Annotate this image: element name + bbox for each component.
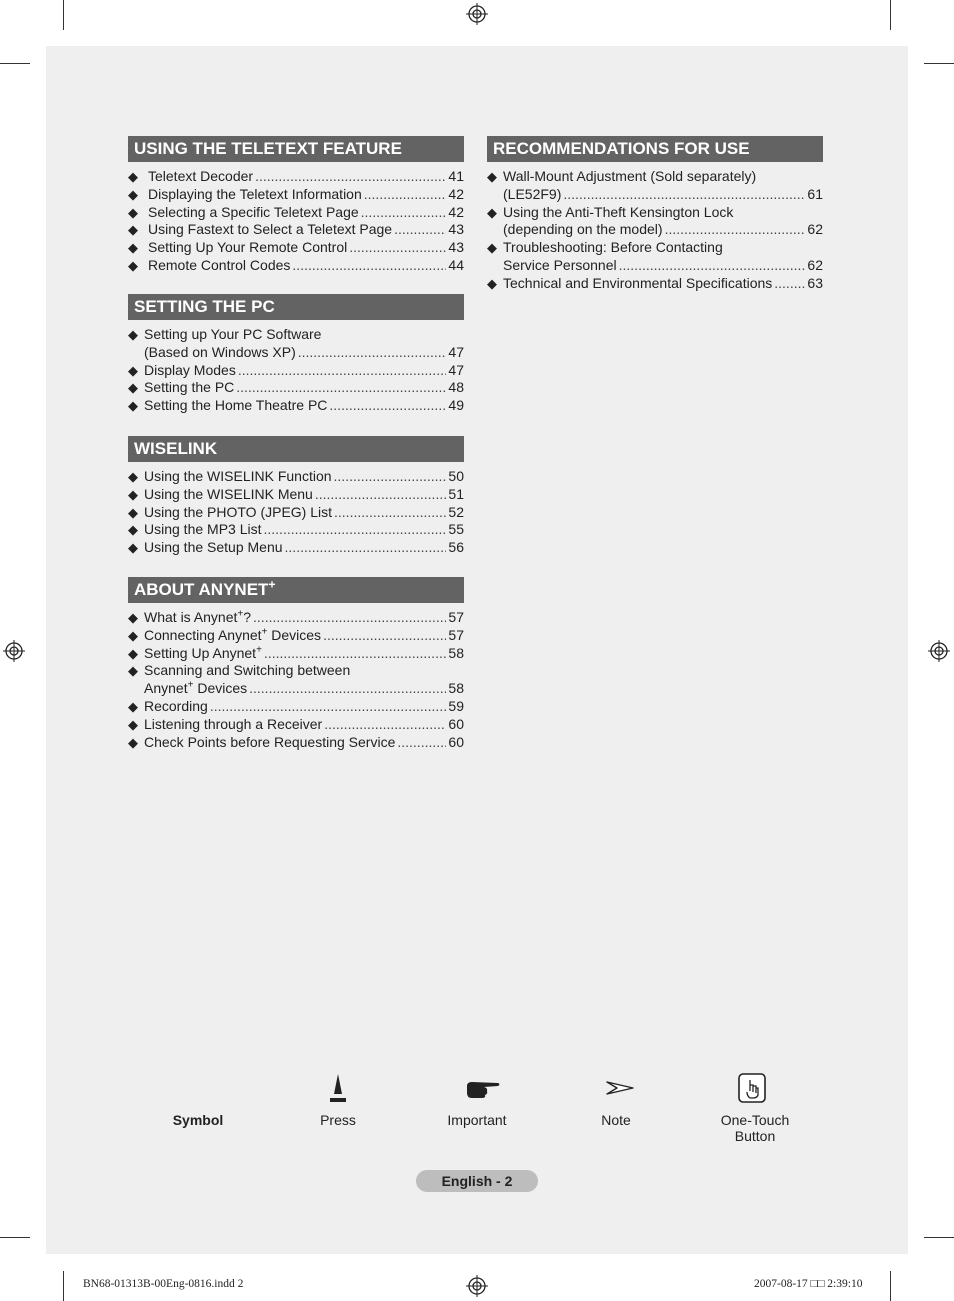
dot-leader bbox=[236, 379, 446, 397]
superscript-plus: + bbox=[256, 643, 262, 655]
page-number-label: English - 2 bbox=[416, 1170, 538, 1192]
toc-entry-title bbox=[148, 204, 359, 222]
toc-entry-line bbox=[128, 379, 464, 397]
toc-page-number: 56 bbox=[448, 539, 464, 556]
toc-page-number: 44 bbox=[448, 256, 464, 273]
toc-entry-title bbox=[503, 186, 561, 204]
diamond-bullet-icon: ◆ bbox=[128, 522, 138, 538]
diamond-bullet-icon: ◆ bbox=[128, 204, 138, 220]
toc-left-column bbox=[128, 136, 464, 751]
toc-entry-text: Scanning and Switching between bbox=[144, 662, 351, 679]
toc-entry-text: Service Personnel bbox=[503, 256, 617, 273]
diamond-bullet-icon: ◆ bbox=[128, 222, 138, 238]
toc-entry-title bbox=[144, 344, 296, 362]
toc-entry-title bbox=[144, 698, 208, 716]
toc-entry-title bbox=[144, 379, 234, 397]
toc-page-number: 48 bbox=[448, 379, 464, 396]
toc-page-number: 42 bbox=[448, 203, 464, 220]
toc-entry-line bbox=[128, 627, 464, 645]
toc-entry-line bbox=[128, 221, 464, 239]
toc-entry-line bbox=[128, 486, 464, 504]
diamond-bullet-icon: ◆ bbox=[128, 469, 138, 484]
crop-mark bbox=[0, 63, 30, 64]
toc-entry-line bbox=[128, 397, 464, 415]
toc-entry-line bbox=[128, 521, 464, 539]
diamond-bullet-icon: ◆ bbox=[128, 540, 138, 556]
symbol-label-line2: Button bbox=[734, 1128, 776, 1144]
toc-entry-text-suffix: Devices bbox=[267, 626, 322, 643]
toc-entry bbox=[128, 221, 464, 239]
toc-page-number: 60 bbox=[448, 733, 464, 750]
toc-entry bbox=[128, 521, 464, 539]
dot-leader bbox=[255, 168, 446, 186]
dot-leader bbox=[563, 186, 805, 204]
symbol-label-line1: One-Touch bbox=[720, 1112, 790, 1128]
toc-entry bbox=[128, 716, 464, 734]
toc-entry-text: Using Fastext to Select a Teletext Page bbox=[148, 221, 393, 238]
diamond-bullet-icon: ◆ bbox=[128, 734, 138, 750]
toc-section-recommendations bbox=[487, 136, 823, 293]
file-slug: BN68-01313B-00Eng-0816.indd 2 bbox=[83, 1278, 244, 1290]
toc-entry-title bbox=[144, 680, 247, 698]
toc-entry-text: (depending on the model) bbox=[503, 221, 663, 238]
toc-section-anynet bbox=[128, 577, 464, 751]
crop-mark bbox=[63, 1271, 64, 1301]
crop-mark bbox=[924, 63, 954, 64]
toc-entry-line bbox=[128, 539, 464, 557]
toc-entry-title bbox=[144, 504, 332, 522]
diamond-bullet-icon: ◆ bbox=[128, 169, 138, 184]
toc-entry-line bbox=[128, 716, 464, 734]
toc-entry-line bbox=[128, 239, 464, 257]
toc-entry bbox=[128, 326, 464, 362]
toc-list bbox=[128, 468, 464, 557]
toc-page-number: 63 bbox=[807, 274, 823, 291]
symbol-legend-label: Symbol bbox=[172, 1112, 224, 1128]
dot-leader bbox=[285, 539, 447, 557]
toc-entry-text: Using the Setup Menu bbox=[144, 539, 283, 556]
toc-right-column bbox=[487, 136, 823, 293]
toc-entry-title bbox=[144, 521, 262, 539]
toc-entry-text: Display Modes bbox=[144, 361, 236, 378]
toc-entry bbox=[128, 734, 464, 752]
toc-page-number: 60 bbox=[448, 715, 464, 732]
toc-entry-title bbox=[144, 486, 313, 504]
diamond-bullet-icon: ◆ bbox=[128, 486, 138, 502]
toc-entry-title bbox=[503, 204, 733, 222]
diamond-bullet-icon: ◆ bbox=[128, 380, 138, 396]
toc-entry-text: Selecting a Specific Teletext Page bbox=[148, 203, 359, 220]
symbol-label-note: Note bbox=[601, 1112, 631, 1128]
toc-entry-line bbox=[487, 239, 823, 257]
toc-section-wiselink bbox=[128, 436, 464, 577]
dot-leader bbox=[361, 204, 447, 222]
dot-leader bbox=[253, 609, 446, 627]
section-heading: SETTING THE PC bbox=[128, 294, 464, 320]
toc-entry-text: Check Points before Requesting Service bbox=[144, 733, 396, 750]
toc-list bbox=[128, 609, 464, 751]
diamond-bullet-icon: ◆ bbox=[128, 645, 138, 661]
toc-entry-text: Setting Up Your Remote Control bbox=[148, 239, 348, 256]
toc-entry-title bbox=[503, 257, 617, 275]
toc-entry bbox=[128, 168, 464, 186]
toc-page-number: 62 bbox=[807, 256, 823, 273]
registration-mark-icon bbox=[466, 1275, 488, 1297]
toc-page-number: 51 bbox=[448, 485, 464, 502]
toc-entry-line bbox=[128, 734, 464, 752]
crop-mark bbox=[63, 0, 64, 30]
diamond-bullet-icon: ◆ bbox=[487, 204, 497, 220]
symbol-label-one-touch bbox=[695, 1112, 815, 1144]
toc-entry-title bbox=[503, 168, 756, 186]
toc-page-number: 50 bbox=[448, 468, 464, 484]
symbol-label-press: Press bbox=[320, 1112, 356, 1128]
registration-mark-icon bbox=[466, 3, 488, 25]
toc-entry-text: Recording bbox=[144, 697, 208, 714]
dot-leader bbox=[315, 486, 447, 504]
toc-entry bbox=[128, 468, 464, 486]
toc-entry-line bbox=[487, 204, 823, 222]
toc-entry-title bbox=[144, 539, 283, 557]
toc-entry-line bbox=[128, 609, 464, 627]
toc-entry-line bbox=[128, 680, 464, 698]
toc-entry-title bbox=[148, 221, 392, 239]
toc-page-number: 52 bbox=[448, 503, 464, 520]
toc-entry bbox=[128, 186, 464, 204]
crop-mark bbox=[0, 1237, 30, 1238]
toc-entry bbox=[128, 627, 464, 645]
toc-entry-text: Using the PHOTO (JPEG) List bbox=[144, 503, 333, 520]
toc-entry-line bbox=[128, 362, 464, 380]
toc-entry-line bbox=[128, 257, 464, 275]
toc-entry-text: Wall-Mount Adjustment (Sold separately) bbox=[503, 168, 757, 184]
arrow-note-icon bbox=[605, 1080, 635, 1096]
dot-leader bbox=[249, 680, 446, 698]
toc-entry-title bbox=[148, 239, 347, 257]
diamond-bullet-icon: ◆ bbox=[128, 327, 138, 342]
toc-entry-title bbox=[144, 734, 395, 752]
toc-entry-line bbox=[487, 186, 823, 204]
section-heading-text: ABOUT ANYNET bbox=[134, 580, 269, 599]
toc-entry bbox=[128, 204, 464, 222]
toc-entry bbox=[487, 204, 823, 240]
toc-page-number: 57 bbox=[448, 626, 464, 643]
toc-list bbox=[128, 326, 464, 415]
toc-page-number: 57 bbox=[448, 609, 464, 625]
toc-entry-title bbox=[503, 239, 723, 257]
dot-leader bbox=[264, 645, 447, 663]
toc-entry-line bbox=[128, 504, 464, 522]
toc-entry bbox=[487, 275, 823, 293]
toc-entry-line bbox=[128, 645, 464, 663]
dot-leader bbox=[334, 468, 447, 486]
toc-entry-text: (Based on Windows XP) bbox=[144, 343, 296, 360]
toc-page-number: 58 bbox=[448, 680, 464, 697]
toc-entry-title bbox=[503, 221, 663, 239]
section-heading bbox=[128, 577, 464, 603]
toc-entry-text-suffix: Devices bbox=[193, 680, 248, 697]
toc-entry-line bbox=[487, 221, 823, 239]
press-icon bbox=[328, 1072, 348, 1106]
toc-entry-line bbox=[487, 257, 823, 275]
toc-entry-title bbox=[144, 645, 262, 663]
toc-section-setting-pc bbox=[128, 294, 464, 436]
toc-entry-title bbox=[148, 186, 362, 204]
toc-page-number: 62 bbox=[807, 221, 823, 238]
section-heading: WISELINK bbox=[128, 436, 464, 462]
toc-entry-title bbox=[144, 362, 236, 380]
dot-leader bbox=[324, 716, 446, 734]
toc-page-number: 41 bbox=[448, 168, 464, 184]
toc-entry bbox=[128, 379, 464, 397]
toc-entry-text: Displaying the Teletext Information bbox=[148, 185, 362, 202]
registration-mark-icon bbox=[3, 640, 25, 662]
toc-entry-line bbox=[128, 698, 464, 716]
toc-entry bbox=[128, 397, 464, 415]
toc-entry bbox=[128, 486, 464, 504]
dot-leader bbox=[394, 221, 446, 239]
toc-entry-title bbox=[503, 275, 772, 293]
toc-entry-text: Remote Control Codes bbox=[148, 256, 291, 273]
diamond-bullet-icon: ◆ bbox=[128, 504, 138, 520]
diamond-bullet-icon: ◆ bbox=[128, 257, 138, 273]
toc-entry bbox=[128, 362, 464, 380]
superscript-plus: + bbox=[187, 679, 194, 691]
toc-entry-line bbox=[128, 468, 464, 486]
diamond-bullet-icon: ◆ bbox=[128, 716, 138, 732]
registration-mark-icon bbox=[928, 640, 950, 662]
toc-entry-line bbox=[487, 168, 823, 186]
dot-leader bbox=[264, 521, 447, 539]
toc-entry-text: Setting the Home Theatre PC bbox=[144, 397, 328, 414]
toc-entry bbox=[128, 257, 464, 275]
dot-leader bbox=[774, 275, 805, 293]
toc-entry-text: Setting Up Anynet bbox=[144, 644, 257, 661]
diamond-bullet-icon: ◆ bbox=[487, 169, 497, 184]
toc-entry-title bbox=[148, 168, 253, 186]
toc-page-number: 61 bbox=[807, 185, 823, 202]
toc-entry-text: (LE52F9) bbox=[503, 185, 562, 202]
toc-entry bbox=[487, 168, 823, 204]
toc-page-number: 47 bbox=[448, 361, 464, 378]
toc-entry bbox=[128, 539, 464, 557]
toc-page-number: 43 bbox=[448, 221, 464, 238]
diamond-bullet-icon: ◆ bbox=[128, 627, 138, 643]
dot-leader bbox=[397, 734, 446, 752]
toc-entry-text: Using the MP3 List bbox=[144, 521, 262, 538]
toc-page-number: 49 bbox=[448, 397, 464, 414]
toc-page-number: 58 bbox=[448, 644, 464, 661]
dot-leader bbox=[323, 627, 446, 645]
toc-entry-title bbox=[144, 627, 321, 645]
diamond-bullet-icon: ◆ bbox=[128, 610, 138, 625]
date-slug: 2007-08-17 □□ 2:39:10 bbox=[754, 1278, 863, 1290]
toc-entry-text: Listening through a Receiver bbox=[144, 715, 323, 732]
crop-mark bbox=[890, 0, 891, 30]
diamond-bullet-icon: ◆ bbox=[128, 398, 138, 414]
toc-entry bbox=[128, 698, 464, 716]
superscript-plus: + bbox=[261, 626, 268, 638]
toc-entry-text: Teletext Decoder bbox=[148, 168, 254, 184]
toc-list bbox=[128, 168, 464, 275]
diamond-bullet-icon: ◆ bbox=[487, 240, 497, 256]
diamond-bullet-icon: ◆ bbox=[487, 275, 497, 291]
toc-entry-line bbox=[128, 168, 464, 186]
toc-entry-title bbox=[144, 397, 327, 415]
dot-leader bbox=[619, 257, 806, 275]
dot-leader bbox=[334, 504, 446, 522]
toc-entry-text: Setting up Your PC Software bbox=[144, 326, 322, 342]
toc-entry-line bbox=[128, 186, 464, 204]
toc-entry-title bbox=[144, 716, 322, 734]
pointing-hand-icon bbox=[464, 1078, 502, 1100]
superscript-plus: + bbox=[237, 608, 244, 620]
diamond-bullet-icon: ◆ bbox=[128, 362, 138, 378]
toc-entry-text: Technical and Environmental Specifications bbox=[503, 274, 773, 291]
section-heading: RECOMMENDATIONS FOR USE bbox=[487, 136, 823, 162]
toc-page-number: 55 bbox=[448, 521, 464, 538]
section-heading: USING THE TELETEXT FEATURE bbox=[128, 136, 464, 162]
toc-entry-line bbox=[128, 204, 464, 222]
toc-entry-text: Troubleshooting: Before Contacting bbox=[503, 239, 723, 256]
diamond-bullet-icon: ◆ bbox=[128, 186, 138, 202]
toc-entry-line bbox=[128, 344, 464, 362]
toc-list bbox=[487, 168, 823, 293]
dot-leader bbox=[298, 344, 447, 362]
dot-leader bbox=[329, 397, 446, 415]
one-touch-button-icon bbox=[737, 1072, 767, 1104]
dot-leader bbox=[210, 698, 447, 716]
toc-entry bbox=[128, 609, 464, 627]
toc-entry-title bbox=[144, 662, 350, 680]
toc-page-number: 47 bbox=[448, 343, 464, 360]
toc-entry-text: Connecting Anynet bbox=[144, 626, 262, 643]
toc-entry-text: Setting the PC bbox=[144, 379, 235, 396]
toc-entry-text: Using the Anti-Theft Kensington Lock bbox=[503, 203, 734, 220]
toc-entry-line bbox=[128, 662, 464, 680]
symbol-label-important: Important bbox=[447, 1112, 507, 1128]
toc-page-number: 43 bbox=[448, 239, 464, 256]
toc-entry-text-suffix: ? bbox=[243, 609, 252, 625]
toc-page-number: 42 bbox=[448, 185, 464, 202]
heading-superscript: + bbox=[268, 577, 276, 592]
crop-mark bbox=[924, 1237, 954, 1238]
toc-entry-title bbox=[144, 609, 251, 627]
toc-entry-line bbox=[128, 326, 464, 344]
toc-entry bbox=[128, 504, 464, 522]
toc-entry-text: Using the WISELINK Menu bbox=[144, 485, 313, 502]
toc-entry-title bbox=[144, 326, 321, 344]
toc-entry bbox=[128, 645, 464, 663]
toc-entry-text: What is Anynet bbox=[144, 609, 238, 625]
toc-section-teletext bbox=[128, 136, 464, 294]
crop-mark bbox=[890, 1271, 891, 1301]
toc-entry-line bbox=[487, 275, 823, 293]
diamond-bullet-icon: ◆ bbox=[128, 240, 138, 256]
dot-leader bbox=[292, 257, 446, 275]
toc-entry-text: Using the WISELINK Function bbox=[144, 468, 332, 484]
toc-entry bbox=[128, 239, 464, 257]
toc-entry bbox=[128, 662, 464, 698]
toc-entry-title bbox=[148, 257, 290, 275]
diamond-bullet-icon: ◆ bbox=[128, 698, 138, 714]
toc-entry-title bbox=[144, 468, 332, 486]
dot-leader bbox=[238, 362, 447, 380]
dot-leader bbox=[364, 186, 447, 204]
toc-entry-text: Anynet bbox=[144, 680, 188, 697]
diamond-bullet-icon: ◆ bbox=[128, 663, 138, 679]
toc-entry bbox=[487, 239, 823, 275]
dot-leader bbox=[665, 221, 806, 239]
toc-page-number: 59 bbox=[448, 697, 464, 714]
dot-leader bbox=[349, 239, 446, 257]
